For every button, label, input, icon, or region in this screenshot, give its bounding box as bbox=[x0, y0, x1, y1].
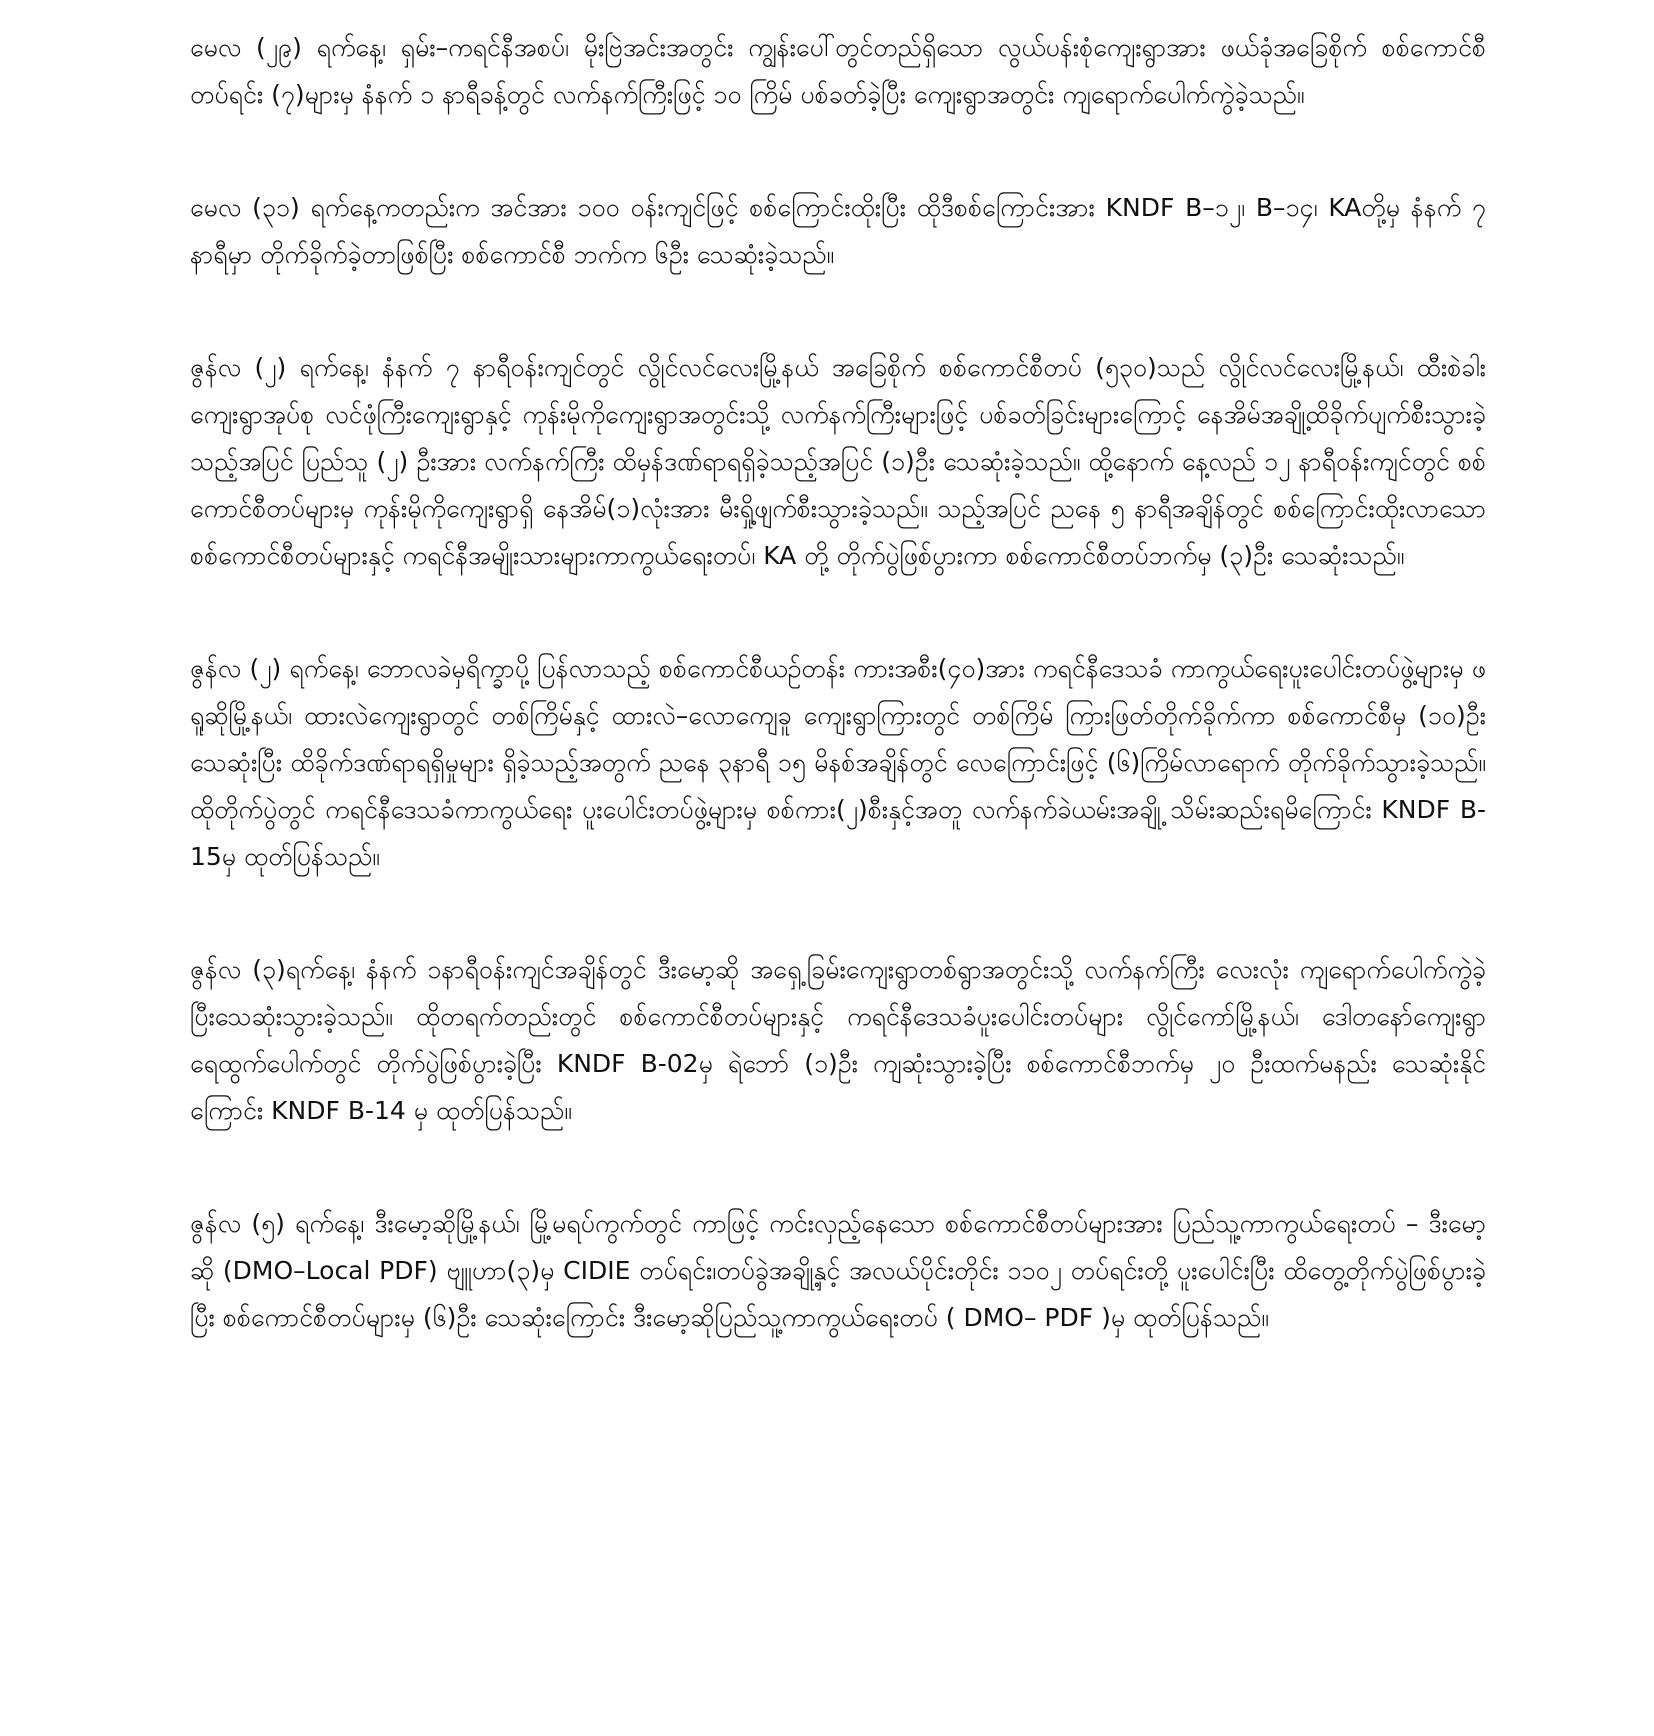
paragraph-may-29: မေလ (၂၉) ရက်နေ့၊ ရှမ်း–ကရင်နီအစပ်၊ မိုးဗြဲအင်းအတွင်း ကျွန်းပေါ်တွင်တည်ရှိသော လွယ်ပန်းစုံကျေးရွာအား ဖယ်ခုံအခြေစိုက် စစ်ကောင်စီတပ်ရင်း (၇)များမှ နံနက် ၁ နာရီခန့်တွင် လက်နက်ကြီးဖြင့် ၁၀ ကြိမ် ပစ်ခတ်ခဲ့ပြီး ကျေးရွာအတွင်း ကျရောက်ပေါက်ကွဲခဲ့သည်။ bbox=[190, 33, 1486, 109]
paragraph-june-2-convoy: ဇွန်လ (၂) ရက်နေ့၊ ဘောလခဲမှရိက္ခာပို့ ပြန်လာသည့် စစ်ကောင်စီယဉ်တန်း ကားအစီး(၄၀)အား ကရင်နီဒေသခံ ကာကွယ်ရေးပူးပေါင်းတပ်ဖွဲ့များမှ ဖရူဆိုမြို့နယ်၊ ထားလဲကျေးရွာတွင် တစ်ကြိမ်နှင့် ထားလဲ–လောကျေခူ ကျေးရွာကြားတွင် တစ်ကြိမ် ကြားဖြတ်တိုက်ခိုက်ကာ စစ်ကောင်စီမှ (၁၀)ဦးသေဆုံးပြီး ထိခိုက်ဒဏ်ရာရရှိမှုများ ရှိခဲ့သည့်အတွက် ညနေ ၃နာရီ ၁၅ မိနစ်အချိန်တွင် လေကြောင်းဖြင့် (၆)ကြိမ်လာရောက် တိုက်ခိုက်သွားခဲ့သည်။ ထိုတိုက်ပွဲတွင် ကရင်နီဒေသခံကာကွယ်ရေး ပူးပေါင်းတပ်ဖွဲ့များမှ စစ်ကား(၂)စီးနှင့်အတူ လက်နက်ခဲယမ်းအချို့ သိမ်းဆည်းရမိကြောင်း KNDF B-15မှ ထုတ်ပြန်သည်။ bbox=[190, 654, 1486, 871]
paragraph-june-2-loikaw: ဇွန်လ (၂) ရက်နေ့၊ နံနက် ၇ နာရီဝန်းကျင်တွင် လွိုင်လင်လေးမြို့နယ် အခြေစိုက် စစ်ကောင်စီတပ် (၅၃၀)သည် လွိုင်လင်လေးမြို့နယ်၊ ထီးစဲခါးကျေးရွာအုပ်စု လင်ဖုံကြီးကျေးရွာနှင့် ကုန်းမိုကိုကျေးရွာအတွင်းသို့ လက်နက်ကြီးများဖြင့် ပစ်ခတ်ခြင်းများကြောင့် နေအိမ်အချို့ထိခိုက်ပျက်စီးသွားခဲ့သည့်အပြင် ပြည်သူ (၂) ဦးအား လက်နက်ကြီး ထိမှန်ဒဏ်ရာရရှိခဲ့သည့်အပြင် (၁)ဦး သေဆုံးခဲ့သည်။ ထို့နောက် နေ့လည် ၁၂ နာရီဝန်းကျင်တွင် စစ်ကောင်စီတပ်များမှ ကုန်းမိုကိုကျေးရွာရှိ နေအိမ်(၁)လုံးအား မီးရှို့ဖျက်စီးသွားခဲ့သည်။ သည့်အပြင် ညနေ ၅ နာရီအချိန်တွင် စစ်ကြောင်းထိုးလာသော စစ်ကောင်စီတပ်များနှင့် ကရင်နီအမျိုးသားများကာကွယ်ရေးတပ်၊ KA တို့ တိုက်ပွဲဖြစ်ပွားကာ စစ်ကောင်စီတပ်ဘက်မှ (၃)ဦး သေဆုံးသည်။ bbox=[190, 353, 1486, 570]
paragraph-june-5: ဇွန်လ (၅) ရက်နေ့၊ ဒီးမော့ဆိုမြို့နယ်၊ မြို့မရပ်ကွက်တွင် ကာဖြင့် ကင်းလှည့်နေသော စစ်ကောင်စီတပ်များအား ပြည်သူ့ကာကွယ်ရေးတပ် – ဒီးမော့ဆို (DMO–Local PDF) ဗျူဟာ(၃)မှ CIDIE တပ်ရင်း၊တပ်ခွဲအချို့နှင့် အလယ်ပိုင်းတိုင်း ၁၁၀၂ တပ်ရင်းတို့ ပူးပေါင်းပြီး ထိတွေ့တိုက်ပွဲဖြစ်ပွားခဲ့ပြီး စစ်ကောင်စီတပ်များမှ (၆)ဦး သေဆုံးကြောင်း ဒီးမော့ဆိုပြည်သူ့ကာကွယ်ရေးတပ် ( DMO– PDF )မှ ထုတ်ပြန်သည်။ bbox=[190, 1209, 1486, 1332]
paragraph-may-31: မေလ (၃၁) ရက်နေ့ကတည်းက အင်အား ၁၀၀ ဝန်းကျင်ဖြင့် စစ်ကြောင်းထိုးပြီး ထိုဒီစစ်ကြောင်းအား KNDF B–၁၂၊ B–၁၄၊ KAတို့မှ နံနက် ၇ နာရီမှာ တိုက်ခိုက်ခဲ့တာဖြစ်ပြီး စစ်ကောင်စီ ဘက်က ၆ဦး သေဆုံးခဲ့သည်။ bbox=[190, 193, 1486, 269]
paragraph-june-3: ဇွန်လ (၃)ရက်နေ့၊ နံနက် ၁နာရီဝန်းကျင်အချိန်တွင် ဒီးမော့ဆို အရှေ့ခြမ်းကျေးရွာတစ်ရွာအတွင်းသို့ လက်နက်ကြီး လေးလုံး ကျရောက်ပေါက်ကွဲခဲ့ပြီးသေဆုံးသွားခဲ့သည်။ ထိုတရက်တည်းတွင် စစ်ကောင်စီတပ်များနှင့် ကရင်နီဒေသခံပူးပေါင်းတပ်များ လွိုင်ကော်မြို့နယ်၊ ဒေါတနော်ကျေးရွာ ရေထွက်ပေါက်တွင် တိုက်ပွဲဖြစ်ပွားခဲ့ပြီး KNDF B-02မှ ရဲဘော် (၁)ဦး ကျဆုံးသွားခဲ့ပြီး စစ်ကောင်စီဘက်မှ ၂၀ ဦးထက်မနည်း သေဆုံးနိုင်ကြောင်း KNDF B-14 မှ ထုတ်ပြန်သည်။ bbox=[190, 955, 1486, 1125]
